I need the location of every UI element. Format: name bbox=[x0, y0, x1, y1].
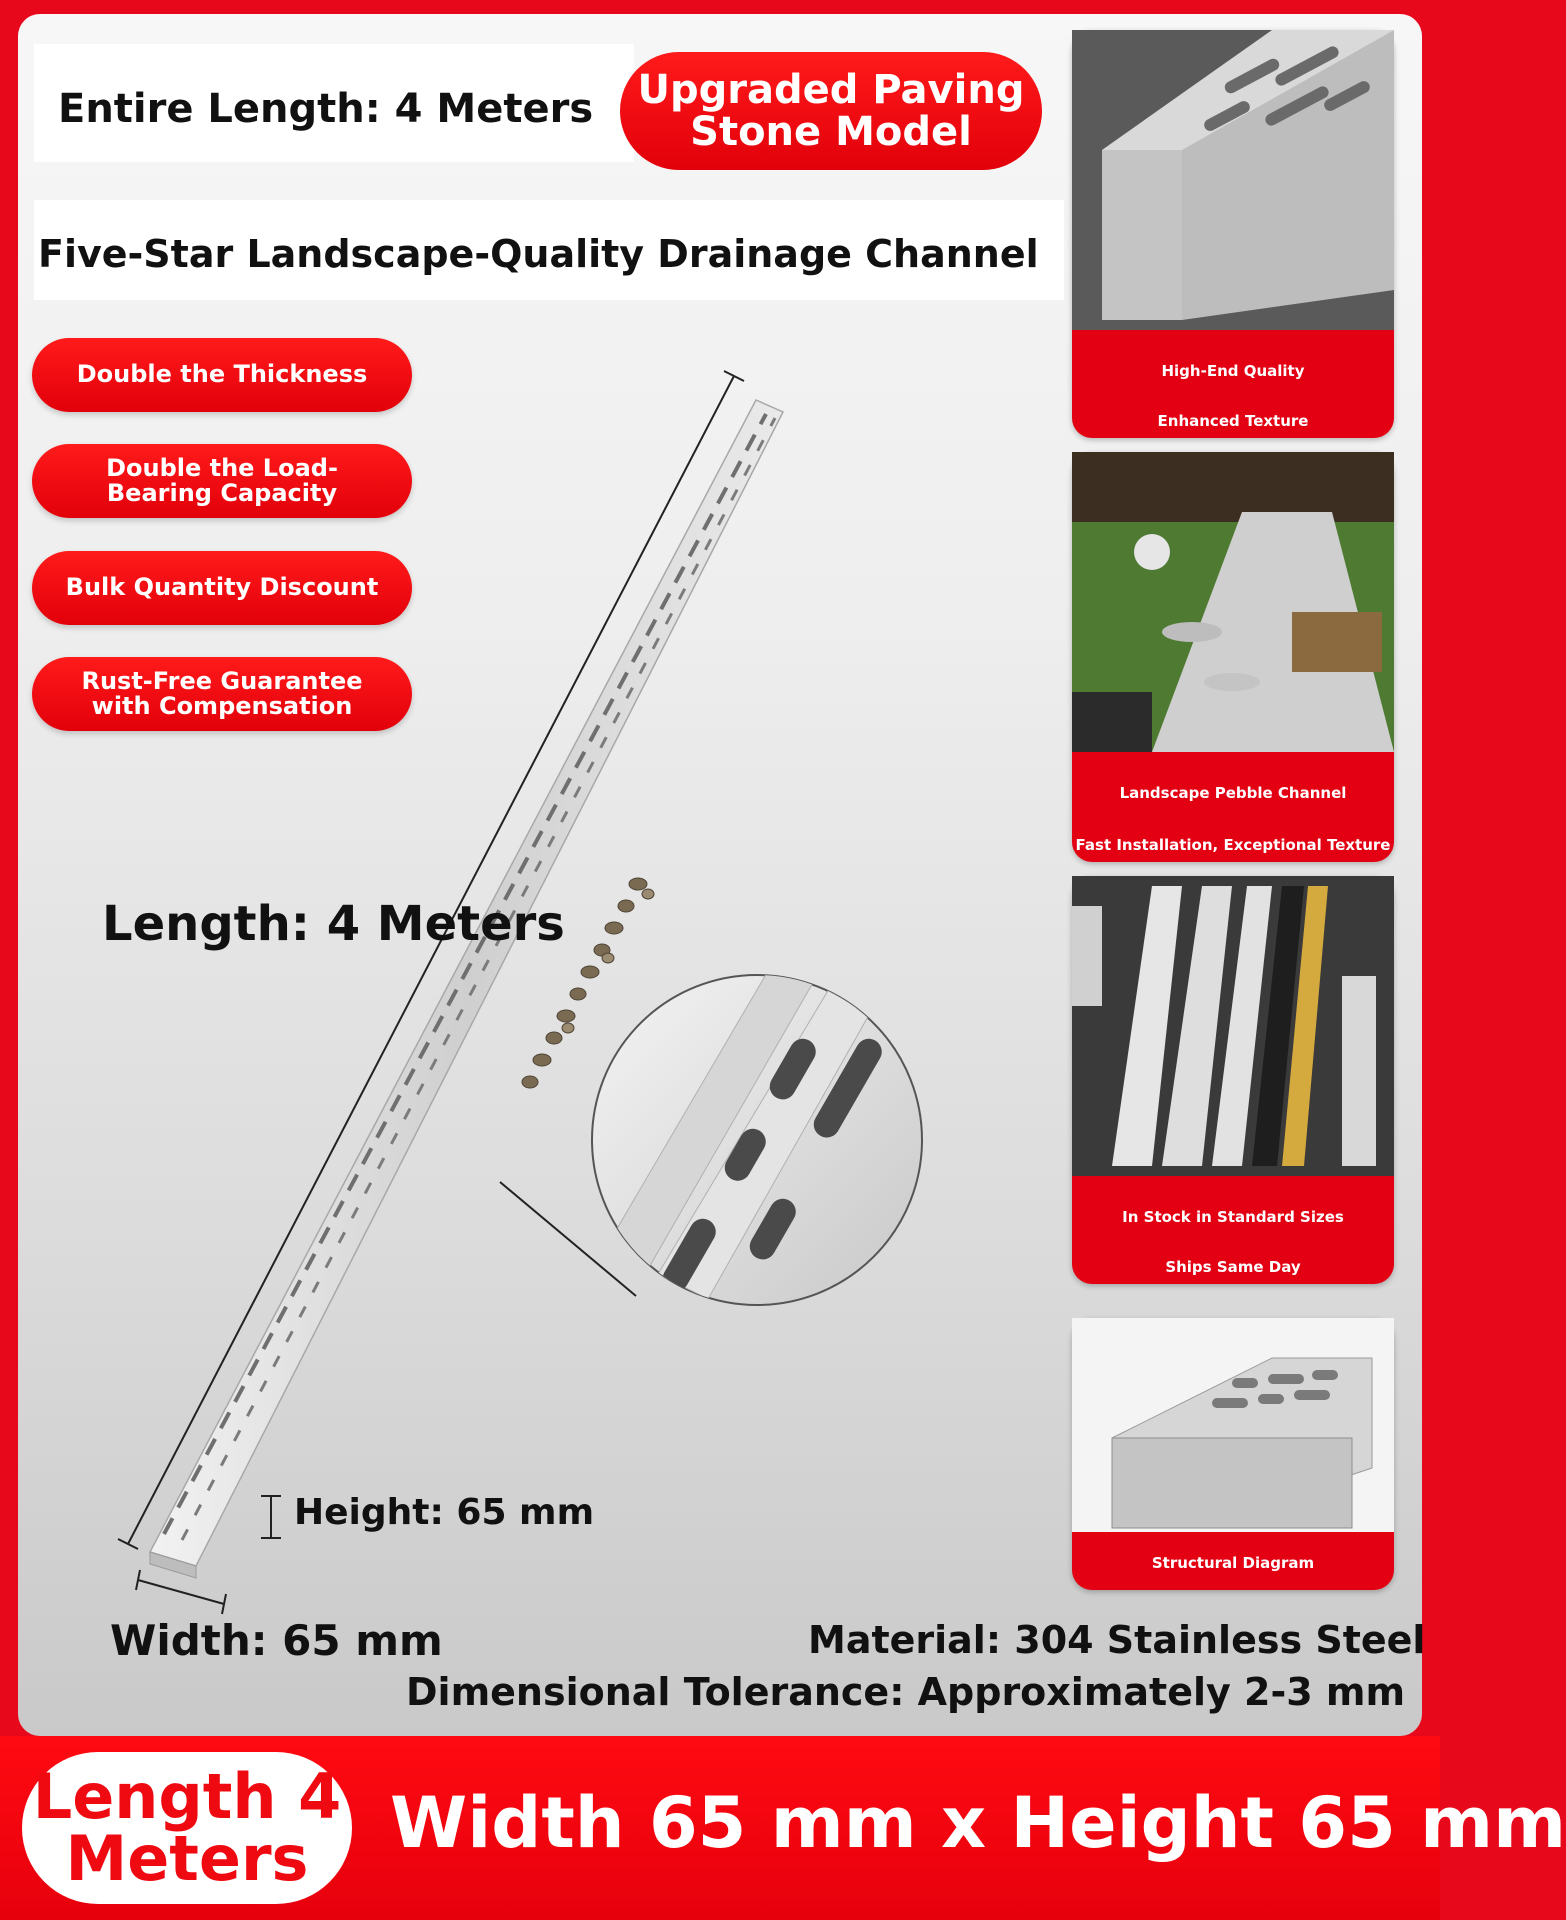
card-high-end-quality bbox=[1072, 30, 1394, 438]
garden-illustration bbox=[1072, 452, 1394, 752]
feature-2-line2: Bearing Capacity bbox=[106, 479, 338, 507]
card-3-line1: In Stock in Standard Sizes bbox=[1122, 1208, 1344, 1226]
card-4-photo bbox=[1072, 1318, 1394, 1532]
height-label: Height: 65 mm bbox=[294, 1492, 595, 1533]
card-1-photo bbox=[1072, 30, 1394, 330]
card-2-photo bbox=[1072, 452, 1394, 752]
card-2-line1: Landscape Pebble Channel bbox=[1119, 784, 1347, 802]
channel-diagram bbox=[18, 14, 1058, 1734]
card-1-line1: High-End Quality bbox=[1161, 362, 1305, 380]
entire-length-title: Entire Length: 4 Meters bbox=[58, 86, 594, 132]
width-label: Width: 65 mm bbox=[110, 1616, 443, 1665]
length-badge-line1: Length 4 bbox=[32, 1760, 342, 1833]
width-dimension-line bbox=[138, 1580, 224, 1604]
channel-body bbox=[150, 400, 783, 1566]
length-badge-line2: Meters bbox=[65, 1822, 309, 1895]
card-2-line2: Fast Installation, Exceptional Texture bbox=[1075, 836, 1391, 854]
feature-4-line2: with Compensation bbox=[91, 692, 353, 720]
feature-1-label: Double the Thickness bbox=[76, 360, 368, 389]
feature-3-label: Bulk Quantity Discount bbox=[65, 573, 379, 602]
card-3-photo bbox=[1072, 876, 1394, 1176]
tolerance-spec: Dimensional Tolerance: Approximately 2-3 mm bbox=[406, 1670, 1406, 1714]
channel-lineup-illustration bbox=[1072, 876, 1394, 1176]
length-badge bbox=[22, 1752, 352, 1904]
model-badge-line2: Stone Model bbox=[690, 109, 972, 155]
structure-illustration bbox=[1072, 1318, 1394, 1532]
feature-2-line1: Double the Load- bbox=[106, 453, 338, 482]
length-dimension-tick-top bbox=[724, 371, 744, 381]
channel-closeup-illustration bbox=[1072, 30, 1394, 330]
channel-slot-row-left bbox=[164, 414, 766, 1534]
main-panel bbox=[18, 14, 1426, 1736]
card-in-stock bbox=[1072, 876, 1394, 1284]
card-1-line2: Enhanced Texture bbox=[1157, 412, 1309, 430]
card-4-line1: Structural Diagram bbox=[1151, 1554, 1315, 1572]
length-label: Length: 4 Meters bbox=[102, 896, 565, 952]
card-landscape-pebble bbox=[1072, 452, 1394, 862]
length-dimension-tick-bottom bbox=[118, 1539, 138, 1549]
bottom-dimensions: Width 65 mm x Height 65 mm bbox=[390, 1782, 1566, 1864]
card-3-line2: Ships Same Day bbox=[1165, 1258, 1301, 1276]
card-structural-diagram bbox=[1072, 1318, 1394, 1590]
model-badge-line1: Upgraded Paving bbox=[637, 67, 1025, 113]
feature-4-line1: Rust-Free Guarantee bbox=[81, 666, 363, 695]
length-dimension-line bbox=[128, 376, 734, 1544]
subtitle: Five-Star Landscape-Quality Drainage Channel bbox=[38, 232, 1039, 276]
material-spec: Material: 304 Stainless Steel bbox=[808, 1618, 1426, 1662]
